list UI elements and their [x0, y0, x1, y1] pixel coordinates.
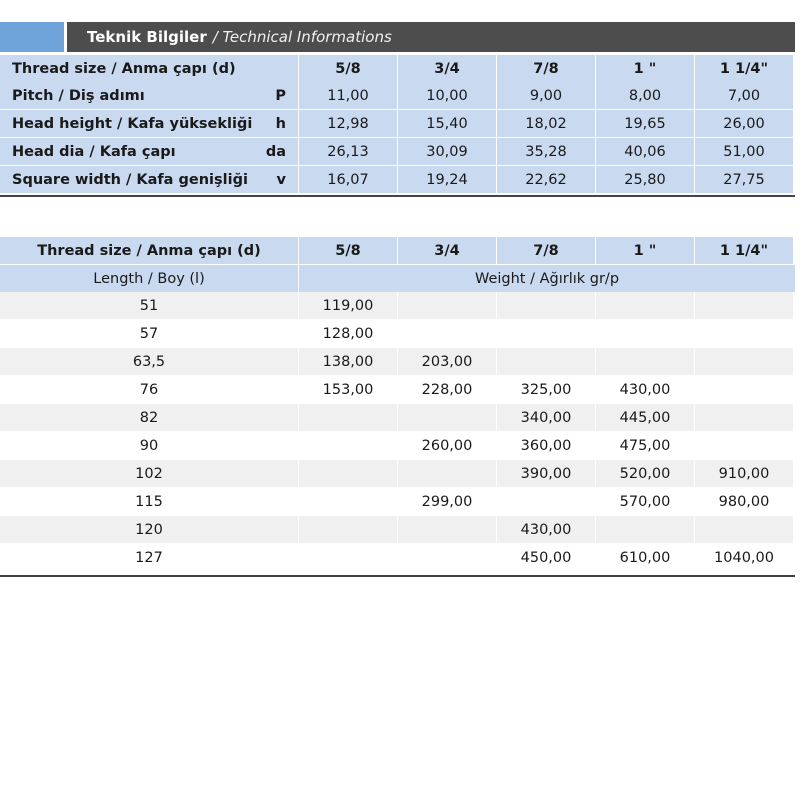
length-cell: 51: [0, 292, 298, 319]
row-label-cell: [0, 82, 298, 109]
weight-cell: 299,00: [398, 488, 496, 515]
weight-cell: 570,00: [596, 488, 694, 515]
value-cell: 10,00: [398, 82, 496, 109]
length-cell: 76: [0, 376, 298, 403]
value-cell: 8,00: [596, 82, 694, 109]
weight-cell: 340,00: [497, 404, 595, 431]
value-cell: 30,09: [398, 138, 496, 165]
weight-label: Weight / Ağırlık gr/p: [299, 265, 795, 292]
size-col-header: 5/8: [299, 237, 397, 264]
row-label-cell: [0, 166, 298, 193]
weight-cell: [596, 348, 694, 375]
weight-cell: 153,00: [299, 376, 397, 403]
table-row: [0, 516, 795, 543]
value-cell: 35,28: [497, 138, 595, 165]
table-row: [0, 544, 795, 571]
weight-cell: [695, 516, 793, 543]
table-row: [0, 376, 795, 403]
table-row: [0, 110, 795, 137]
size-col-header: 3/4: [398, 237, 496, 264]
row-label: Pitch / Diş adımı: [12, 87, 145, 104]
weight-cell: 138,00: [299, 348, 397, 375]
value-cell: 9,00: [497, 82, 595, 109]
length-cell: 102: [0, 460, 298, 487]
weight-cell: [299, 488, 397, 515]
weight-cell: [695, 320, 793, 347]
size-col-header: 1 ": [596, 237, 694, 264]
weight-cell: 610,00: [596, 544, 694, 571]
weight-cell: [299, 460, 397, 487]
weight-cell: [497, 488, 595, 515]
weight-cell: 128,00: [299, 320, 397, 347]
weight-cell: 450,00: [497, 544, 595, 571]
value-cell: 26,00: [695, 110, 793, 137]
value-cell: 25,80: [596, 166, 694, 193]
technical-table-header-row: [0, 55, 795, 82]
weight-cell: 390,00: [497, 460, 595, 487]
value-cell: 15,40: [398, 110, 496, 137]
length-cell: 127: [0, 544, 298, 571]
weight-cell: [695, 432, 793, 459]
value-cell: 27,75: [695, 166, 793, 193]
weight-cell: 910,00: [695, 460, 793, 487]
weight-cell: 325,00: [497, 376, 595, 403]
length-cell: 63,5: [0, 348, 298, 375]
row-symbol: h: [275, 115, 286, 132]
value-cell: 40,06: [596, 138, 694, 165]
size-col-header: 1 1/4": [695, 237, 793, 264]
weight-cell: 520,00: [596, 460, 694, 487]
value-cell: 12,98: [299, 110, 397, 137]
row-label-cell: [0, 138, 298, 165]
weight-table: [0, 237, 795, 577]
row-symbol: da: [265, 143, 286, 160]
table-row: [0, 460, 795, 487]
value-cell: 18,02: [497, 110, 595, 137]
weight-cell: 203,00: [398, 348, 496, 375]
table-row: [0, 138, 795, 165]
thread-size-label: Thread size / Anma çapı (d): [0, 55, 298, 82]
weight-cell: 475,00: [596, 432, 694, 459]
weight-cell: [497, 320, 595, 347]
length-cell: 120: [0, 516, 298, 543]
weight-table-header-row: [0, 237, 795, 264]
weight-cell: 445,00: [596, 404, 694, 431]
weight-cell: [398, 404, 496, 431]
length-cell: 90: [0, 432, 298, 459]
weight-cell: [695, 348, 793, 375]
size-col-header: 5/8: [299, 55, 397, 82]
weight-cell: [398, 320, 496, 347]
weight-cell: 430,00: [596, 376, 694, 403]
value-cell: 11,00: [299, 82, 397, 109]
table-bottom-rule: [0, 575, 795, 577]
weight-cell: 260,00: [398, 432, 496, 459]
weight-cell: [398, 544, 496, 571]
weight-cell: [299, 544, 397, 571]
value-cell: 7,00: [695, 82, 793, 109]
table-row: [0, 320, 795, 347]
technical-table: [0, 55, 795, 197]
header-accent-block: [0, 22, 64, 52]
weight-cell: [299, 404, 397, 431]
table-row: [0, 488, 795, 515]
section-header: [0, 22, 795, 52]
row-symbol: P: [275, 87, 286, 104]
length-cell: 57: [0, 320, 298, 347]
length-cell: 115: [0, 488, 298, 515]
size-col-header: 7/8: [497, 55, 595, 82]
weight-cell: [398, 460, 496, 487]
weight-cell: [497, 292, 595, 319]
weight-cell: 228,00: [398, 376, 496, 403]
length-label: Length / Boy (l): [0, 265, 298, 292]
header-title-en: / Technical Informations: [212, 28, 392, 46]
row-symbol: v: [276, 171, 286, 188]
weight-cell: [596, 292, 694, 319]
weight-cell: 360,00: [497, 432, 595, 459]
table-bottom-rule: [0, 195, 795, 197]
size-col-header: 1 ": [596, 55, 694, 82]
table-row: [0, 404, 795, 431]
weight-cell: [497, 348, 595, 375]
weight-cell: 1040,00: [695, 544, 793, 571]
size-col-header: 3/4: [398, 55, 496, 82]
weight-cell: [695, 376, 793, 403]
row-label: Head height / Kafa yüksekliği: [12, 115, 253, 132]
table-row: [0, 348, 795, 375]
weight-cell: [695, 292, 793, 319]
row-label: Head dia / Kafa çapı: [12, 143, 176, 160]
weight-cell: [695, 404, 793, 431]
value-cell: 22,62: [497, 166, 595, 193]
header-title-tr: Teknik Bilgiler: [87, 28, 207, 46]
row-label-cell: [0, 110, 298, 137]
weight-cell: 430,00: [497, 516, 595, 543]
weight-cell: [398, 292, 496, 319]
table-row: [0, 292, 795, 319]
value-cell: 16,07: [299, 166, 397, 193]
table-row: [0, 82, 795, 109]
table-row: [0, 432, 795, 459]
weight-table-subheader-row: [0, 265, 795, 292]
weight-cell: [299, 516, 397, 543]
weight-cell: 119,00: [299, 292, 397, 319]
size-col-header: 1 1/4": [695, 55, 793, 82]
value-cell: 51,00: [695, 138, 793, 165]
thread-size-label: Thread size / Anma çapı (d): [0, 237, 298, 264]
value-cell: 19,65: [596, 110, 694, 137]
value-cell: 26,13: [299, 138, 397, 165]
weight-cell: [596, 320, 694, 347]
table-row: [0, 166, 795, 193]
row-label: Square width / Kafa genişliği: [12, 171, 248, 188]
value-cell: 19,24: [398, 166, 496, 193]
size-col-header: 7/8: [497, 237, 595, 264]
weight-cell: 980,00: [695, 488, 793, 515]
weight-cell: [299, 432, 397, 459]
header-title-bar: [67, 22, 795, 52]
weight-cell: [596, 516, 694, 543]
length-cell: 82: [0, 404, 298, 431]
weight-cell: [398, 516, 496, 543]
